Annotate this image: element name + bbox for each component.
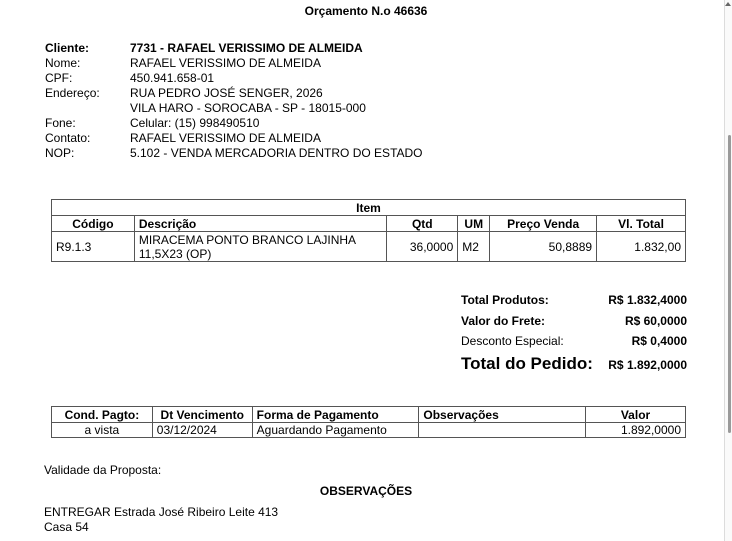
item-codigo: R9.1.3 (52, 232, 135, 262)
client-row-endereco (45, 86, 423, 101)
desconto-value: R$ 0,4000 (631, 334, 687, 348)
client-name: RAFAEL VERISSIMO DE ALMEIDA (130, 56, 321, 70)
client-address-line2: VILA HARO - SOROCABA - SP - 18015-000 (130, 101, 366, 115)
col-header-um: UM (458, 216, 490, 232)
total-pedido-label: Total do Pedido: (461, 354, 593, 373)
client-cpf: 450.941.658-01 (130, 71, 215, 85)
scroll-up-arrow-icon[interactable] (725, 2, 731, 6)
client-row-nome (45, 56, 423, 71)
client-nop: 5.102 - VENDA MERCADORIA DENTRO DO ESTADO (130, 146, 423, 160)
items-table (51, 199, 686, 262)
pay-header-valor: Valor (586, 407, 686, 423)
document-title: Orçamento N.o 46636 (304, 4, 428, 18)
client-phone: Celular: (15) 998490510 (130, 116, 260, 130)
pay-header-venc: Dt Vencimento (152, 407, 252, 423)
observations-line1: ENTREGAR Estrada José Ribeiro Leite 413 (44, 505, 279, 519)
pay-header-cond: Cond. Pagto: (52, 407, 153, 423)
item-total: 1.832,00 (597, 232, 686, 262)
item-descricao-line2: 11,5X23 (OP) (138, 246, 212, 261)
table-row (52, 423, 686, 438)
pay-valor: 1.892,0000 (586, 423, 686, 438)
client-row-contato (45, 131, 423, 146)
item-descricao (134, 232, 386, 262)
scrollbar-thumb[interactable] (728, 135, 731, 433)
valor-frete-label: Valor do Frete: (461, 314, 546, 328)
total-produtos-value: R$ 1.832,4000 (608, 293, 687, 307)
client-row-cliente (45, 41, 423, 56)
item-qtd: 36,0000 (387, 232, 458, 262)
items-caption: Item (52, 200, 686, 216)
client-row-endereco-2 (45, 101, 423, 116)
desconto-row (461, 334, 687, 352)
client-label-cliente: Cliente: (45, 41, 90, 55)
item-descricao-line1: MIRACEMA PONTO BRANCO LAJINHA (138, 232, 357, 247)
pay-cond: a vista (52, 423, 153, 438)
col-header-descricao: Descrição (134, 216, 386, 232)
col-header-total: Vl. Total (597, 216, 686, 232)
pay-header-forma: Forma de Pagamento (252, 407, 419, 423)
client-label-contato: Contato: (45, 131, 91, 145)
client-row-cpf (45, 71, 423, 86)
col-header-qtd: Qtd (387, 216, 458, 232)
client-row-nop (45, 146, 423, 161)
valor-frete-value: R$ 60,0000 (624, 314, 687, 328)
client-label-nop: NOP: (45, 146, 75, 160)
client-row-fone (45, 116, 423, 131)
table-row (52, 232, 686, 262)
pay-forma: Aguardando Pagamento (252, 423, 419, 438)
order-totals (461, 293, 687, 374)
total-produtos-row (461, 293, 687, 314)
client-address-line1: RUA PEDRO JOSÉ SENGER, 2026 (130, 86, 323, 100)
item-preco: 50,8889 (490, 232, 597, 262)
observations-line2: Casa 54 (44, 520, 89, 534)
valor-frete-row (461, 314, 687, 334)
client-id-name: 7731 - RAFAEL VERISSIMO DE ALMEIDA (130, 41, 363, 55)
desconto-label: Desconto Especial: (461, 334, 564, 348)
client-label-nome: Nome: (45, 56, 81, 70)
client-contact: RAFAEL VERISSIMO DE ALMEIDA (130, 131, 321, 145)
observations-heading: OBSERVAÇÕES (319, 484, 413, 498)
client-label-endereco: Endereço: (45, 86, 100, 100)
pay-header-obs: Observações (419, 407, 586, 423)
validity-label: Validade da Proposta: (44, 463, 162, 477)
client-label-cpf: CPF: (45, 71, 73, 85)
pay-venc: 03/12/2024 (152, 423, 252, 438)
col-header-codigo: Código (52, 216, 135, 232)
item-um: M2 (458, 232, 490, 262)
payment-table (51, 406, 686, 438)
client-info (45, 41, 423, 161)
total-pedido-row (461, 354, 687, 374)
total-pedido-value: R$ 1.892,0000 (608, 358, 687, 372)
pay-obs (419, 423, 586, 438)
client-label-fone: Fone: (45, 116, 76, 130)
vertical-scrollbar[interactable] (724, 0, 732, 541)
observations-text (44, 505, 278, 535)
total-produtos-label: Total Produtos: (461, 293, 549, 307)
col-header-preco: Preço Venda (490, 216, 597, 232)
